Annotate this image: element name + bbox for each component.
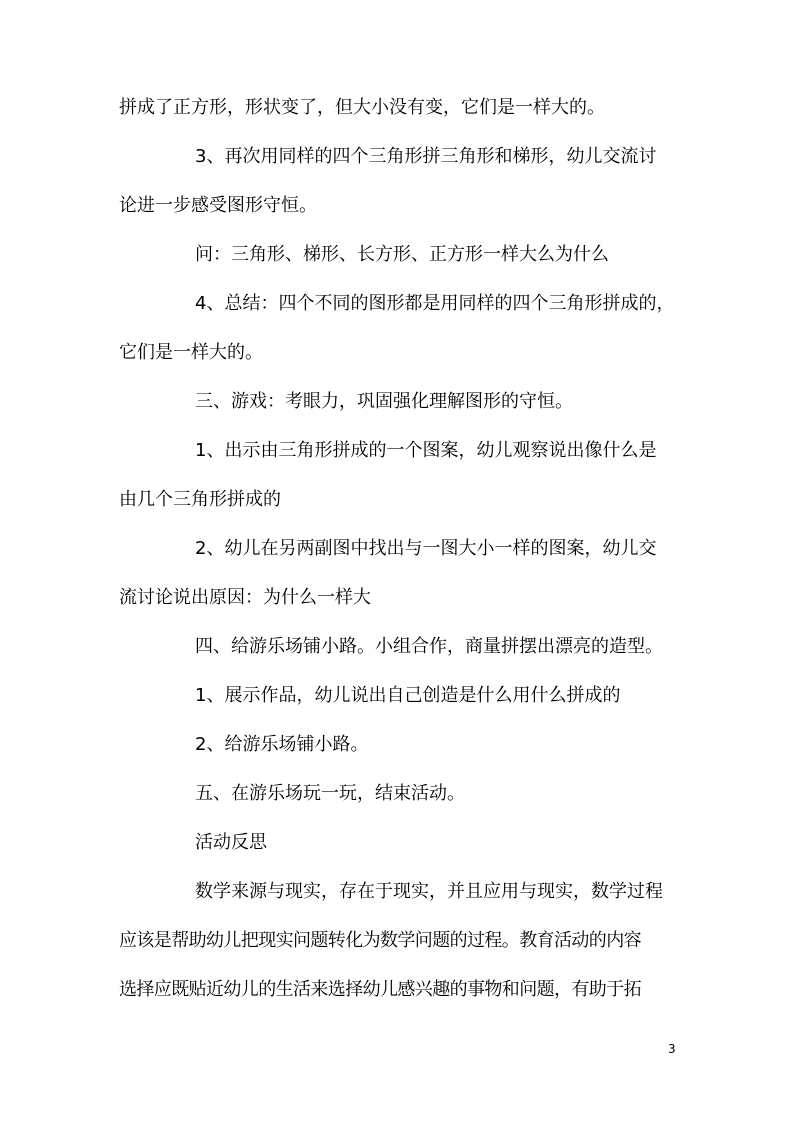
- line-12: 四、给游乐场铺小路。小组合作，商量拼摆出漂亮的造型。: [195, 636, 663, 657]
- line-14: 2、给游乐场铺小路。: [195, 734, 369, 755]
- page-number: 3: [668, 1042, 676, 1056]
- line-13: 1、展示作品，幼儿说出自己创造是什么用什么拼成的: [195, 685, 621, 706]
- line-8: 1、出示由三角形拼成的一个图案，幼儿观察说出像什么是: [195, 440, 657, 461]
- line-5: 4、总结：四个不同的图形都是用同样的四个三角形拼成的，: [195, 293, 675, 314]
- line-3: 论进一步感受图形守恒。: [119, 195, 317, 216]
- line-9: 由几个三角形拼成的: [119, 489, 281, 510]
- line-17: 数学来源与现实，存在于现实，并且应用与现实，数学过程: [195, 881, 663, 902]
- line-7: 三、游戏：考眼力，巩固强化理解图形的守恒。: [195, 391, 573, 412]
- line-6: 它们是一样大的。: [119, 342, 263, 363]
- line-19: 选择应既贴近幼儿的生活来选择幼儿感兴趣的事物和问题，有助于拓: [119, 979, 641, 1000]
- line-1: 拼成了正方形，形状变了，但大小没有变，它们是一样大的。: [119, 97, 605, 118]
- line-11: 流讨论说出原因：为什么一样大: [119, 587, 371, 608]
- line-10: 2、幼儿在另两副图中找出与一图大小一样的图案，幼儿交: [195, 538, 657, 559]
- line-16: 活动反思: [195, 832, 267, 853]
- line-15: 五、在游乐场玩一玩，结束活动。: [195, 783, 465, 804]
- line-4: 问：三角形、梯形、长方形、正方形一样大么为什么: [195, 244, 609, 265]
- line-2: 3、再次用同样的四个三角形拼三角形和梯形，幼儿交流讨: [195, 146, 657, 167]
- line-18: 应该是帮助幼儿把现实问题转化为数学问题的过程。教育活动的内容: [119, 930, 641, 951]
